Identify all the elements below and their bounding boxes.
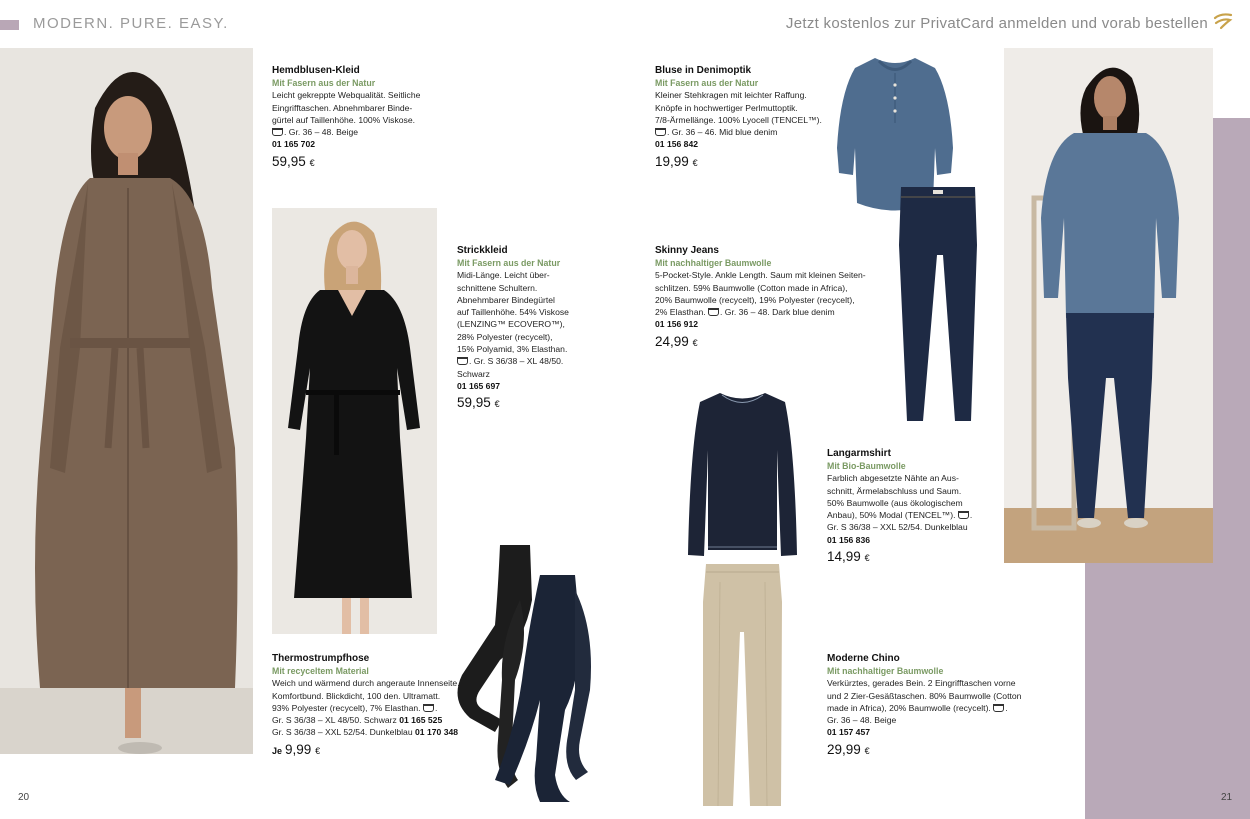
product-title: Hemdblusen-Kleid [272, 65, 360, 76]
price-value: 9,99 [285, 741, 312, 757]
page-number-right: 21 [1221, 792, 1233, 803]
product-desc-line: Anbau), 50% Modal (TENCEL™). . [827, 510, 973, 521]
product-desc-line: schlitzen. 59% Baumwolle (Cotton made in Africa), [655, 282, 848, 293]
product-hemdblusen-kleid[interactable] [272, 64, 447, 172]
product-desc-line: 50% Baumwolle (aus ökologischem [827, 497, 963, 508]
washing-care-icon [457, 357, 468, 365]
product-desc-line: 20% Baumwolle (recycelt), 19% Polyester (recycelt), [655, 294, 855, 305]
product-desc-line: und 2 Zier-Gesäßtaschen. 80% Baumwolle (Cotton [827, 690, 1022, 701]
product-desc-line: schnittene Schultern. [457, 282, 538, 293]
product-desc-line: Farblich abgesetzte Nähte an Aus- [827, 473, 959, 484]
washing-care-icon [993, 704, 1004, 712]
photo-model-shirt-dress [0, 48, 253, 754]
article-number: 01 165 702 [272, 139, 316, 150]
header-accent-bar [0, 20, 19, 30]
product-desc-line: gürtel auf Taillenhöhe. 100% Viskose. [272, 114, 416, 125]
product-desc-line: made in Africa), 20% Baumwolle (recycelt). . [827, 702, 1008, 713]
product-sizes: . Gr. 36 – 48. Dark blue denim [720, 307, 835, 318]
product-thermostrumpfhose[interactable] [272, 652, 482, 760]
product-subtitle: Mit nachhaltiger Baumwolle [655, 258, 772, 268]
product-sizes: Gr. 36 – 48. Beige [827, 715, 897, 726]
product-desc-line: Verkürztes, gerades Bein. 2 Eingrifftaschen vorne [827, 678, 1016, 689]
variant-label: Gr. S 36/38 – XXL 52/54. Dunkelblau [272, 727, 413, 738]
product-title: Thermostrumpfhose [272, 653, 370, 664]
header-claim: MODERN. PURE. EASY. [33, 15, 229, 32]
photo-chino-trousers [700, 562, 785, 810]
product-desc-line: Midi-Länge. Leicht über- [457, 270, 550, 281]
product-price [457, 394, 597, 413]
article-number: 01 156 836 [827, 534, 871, 545]
product-color: Schwarz [457, 368, 490, 379]
price-value: 59,95 [272, 153, 306, 169]
article-number: 01 170 348 [415, 727, 459, 738]
product-subtitle: Mit Bio-Baumwolle [827, 461, 906, 471]
washing-care-icon [423, 704, 434, 712]
article-number: 01 165 525 [399, 715, 443, 726]
article-number: 01 156 842 [655, 139, 699, 150]
article-number: 01 165 697 [457, 380, 501, 391]
price-value: 14,99 [827, 549, 861, 565]
product-sizes: . Gr. 36 – 48. Beige [284, 127, 359, 138]
currency: € [864, 745, 870, 756]
product-price [655, 153, 835, 172]
currency: € [309, 157, 315, 168]
product-size-line [457, 355, 597, 367]
article-number: 01 156 912 [655, 319, 699, 330]
product-variant [272, 714, 482, 726]
product-desc-text: Anbau), 50% Modal (TENCEL™). [827, 510, 956, 521]
price-value: 24,99 [655, 333, 689, 349]
photo-model-knit-dress [272, 208, 437, 634]
product-price [827, 548, 992, 567]
washing-care-icon [708, 308, 719, 316]
product-title: Bluse in Denimoptik [655, 65, 752, 76]
currency: € [692, 157, 698, 168]
product-desc-line: Leicht gekreppte Webqualität. Seitliche [272, 90, 421, 101]
product-desc-line: schnitt, Ärmelabschluss und Saum. [827, 485, 962, 496]
product-desc-text: 93% Polyester (recycelt), 7% Elasthan. [272, 702, 421, 713]
product-desc-line: Knöpfe in hochwertiger Perlmuttoptik. [655, 102, 798, 113]
photo-model-blouse-jeans [1004, 48, 1213, 563]
product-subtitle: Mit Fasern aus der Natur [655, 78, 759, 88]
product-variant [272, 726, 482, 738]
currency: € [692, 337, 698, 348]
product-desc-line: 5-Pocket-Style. Ankle Length. Saum mit kleinen Seiten- [655, 270, 866, 281]
currency: € [494, 399, 500, 410]
product-sizes: . Gr. 36 – 46. Mid blue denim [667, 127, 778, 138]
header-promo[interactable]: Jetzt kostenlos zur PrivatCard anmelden und vorab bestellen [785, 15, 1208, 32]
product-desc-line: 28% Polyester (recycelt), [457, 331, 553, 342]
product-subtitle: Mit Fasern aus der Natur [272, 78, 376, 88]
product-desc-line: Weich und wärmend durch angeraute Innenseite. [272, 678, 460, 689]
product-title: Langarmshirt [827, 448, 891, 459]
product-desc-line: 7/8-Ärmellänge. 100% Lyocell (TENCEL™). [655, 114, 822, 125]
photo-longsleeve-shirt [685, 390, 800, 560]
price-prefix: Je [272, 745, 283, 756]
product-desc-line: Abnehmbarer Bindegürtel [457, 294, 555, 305]
product-bluse-denimoptik[interactable] [655, 64, 835, 172]
product-desc-line: Kleiner Stehkragen mit leichter Raffung. [655, 90, 807, 101]
product-desc-line: Eingrifftaschen. Abnehmbarer Binde- [272, 102, 413, 113]
currency: € [315, 745, 321, 756]
variant-label: Gr. S 36/38 – XL 48/50. Schwarz [272, 715, 397, 726]
product-title: Strickkleid [457, 245, 508, 256]
product-title: Skinny Jeans [655, 245, 719, 256]
product-desc-line: Komfortbund. Blickdicht, 100 den. Ultramatt. [272, 690, 441, 701]
product-price [655, 333, 890, 352]
product-desc-text: 2% Elasthan. [655, 307, 706, 318]
product-subtitle: Mit recyceltem Material [272, 666, 369, 676]
article-number: 01 157 457 [827, 727, 871, 738]
product-price [272, 741, 482, 760]
product-sizes: Gr. S 36/38 – XXL 52/54. Dunkelblau [827, 522, 968, 533]
page-number-left: 20 [18, 792, 30, 803]
product-price [272, 153, 447, 172]
product-title: Moderne Chino [827, 653, 900, 664]
product-skinny-jeans[interactable] [655, 244, 890, 352]
price-value: 19,99 [655, 153, 689, 169]
product-strickkleid[interactable] [457, 244, 597, 413]
product-desc-line: 15% Polyamid, 3% Elasthan. [457, 344, 568, 355]
price-value: 59,95 [457, 395, 491, 411]
product-size-line [272, 126, 447, 138]
product-desc-line: auf Taillenhöhe. 54% Viskose [457, 307, 569, 318]
product-subtitle: Mit Fasern aus der Natur [457, 258, 561, 268]
product-langarmshirt[interactable] [827, 447, 992, 567]
product-moderne-chino[interactable] [827, 652, 1067, 760]
product-subtitle: Mit nachhaltiger Baumwolle [827, 666, 944, 676]
product-price [827, 741, 1067, 760]
washing-care-icon [958, 511, 969, 519]
product-size-line [655, 306, 890, 318]
product-size-line [655, 126, 835, 138]
washing-care-icon [272, 128, 283, 136]
tchibo-logo-icon [1212, 10, 1234, 32]
product-sizes: . Gr. S 36/38 – XL 48/50. [469, 356, 564, 367]
washing-care-icon [655, 128, 666, 136]
product-desc-text: made in Africa), 20% Baumwolle (recycelt). [827, 702, 991, 713]
price-value: 29,99 [827, 741, 861, 757]
currency: € [864, 553, 870, 564]
product-desc-line: (LENZING™ ECOVERO™), [457, 319, 565, 330]
product-desc-line: 93% Polyester (recycelt), 7% Elasthan. . [272, 702, 438, 713]
photo-skinny-jeans [897, 185, 979, 423]
